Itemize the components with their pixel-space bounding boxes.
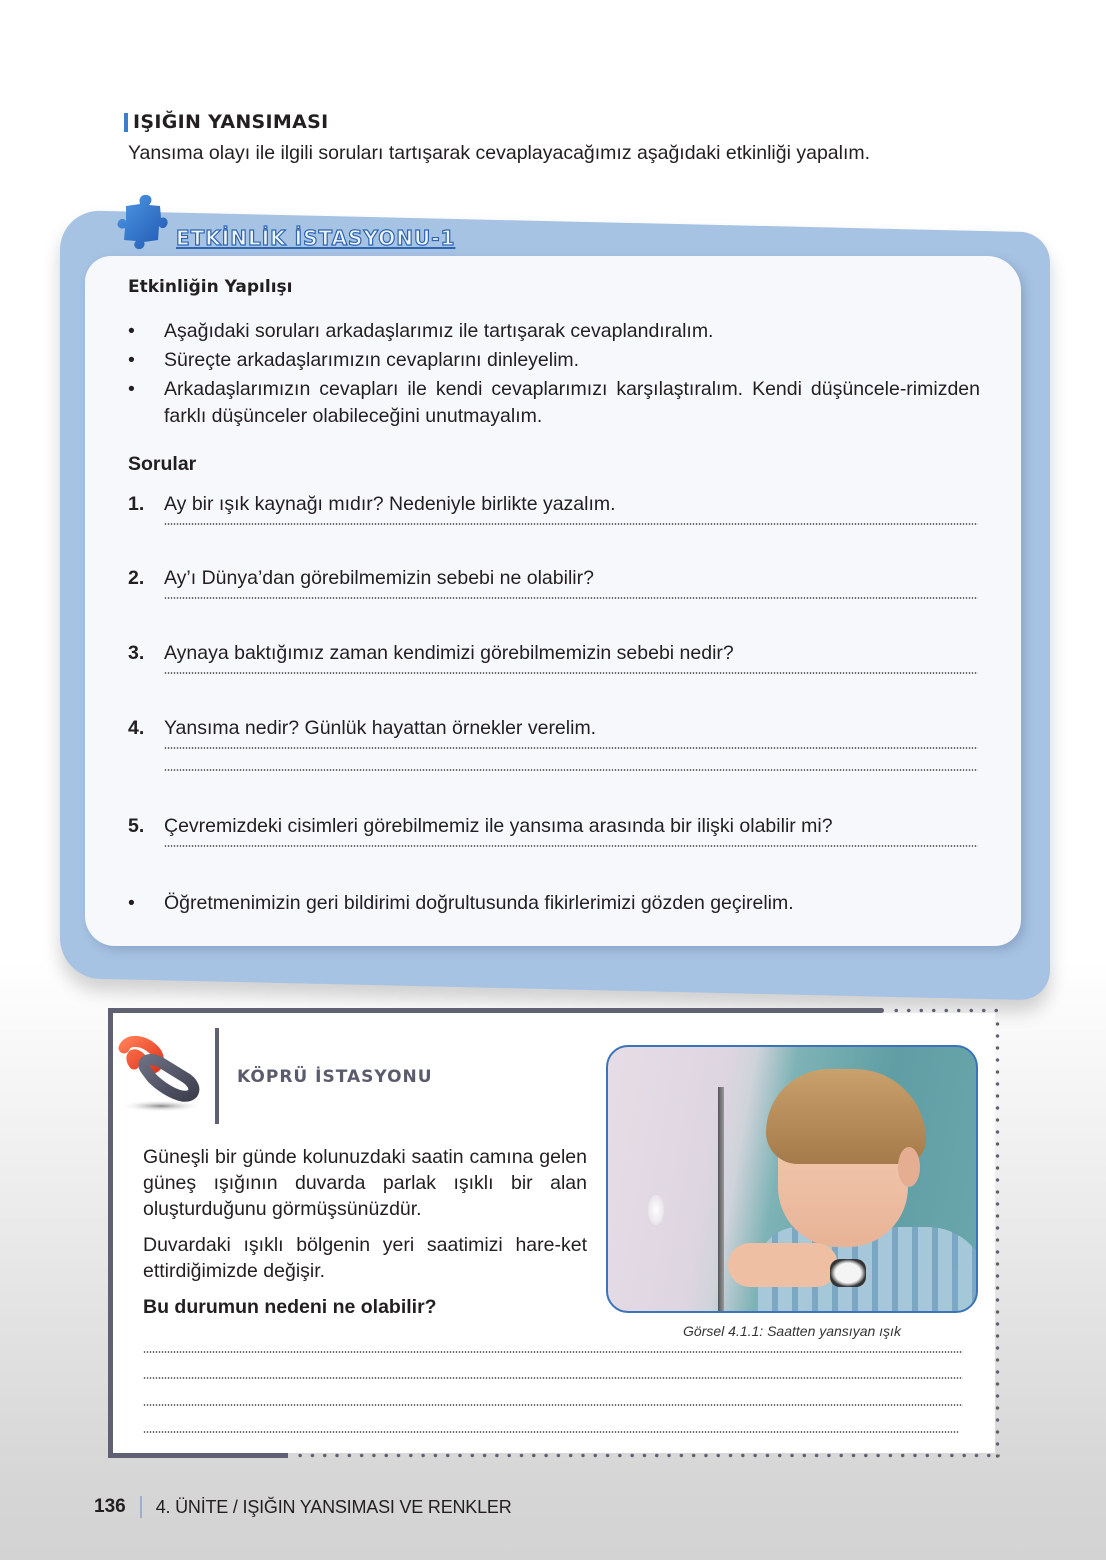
title-divider bbox=[215, 1028, 219, 1124]
question-5 bbox=[128, 813, 978, 847]
frame-border bbox=[108, 1453, 288, 1458]
ear bbox=[898, 1147, 920, 1187]
bridge-paragraph: Duvardaki ışıklı bölgenin yeri saatimizi hare-ket ettirdiğimizde değişir. bbox=[143, 1234, 587, 1282]
boy-watch-reflection-photo bbox=[606, 1045, 978, 1313]
list-item-text: Öğretmenimizin geri bildirimi doğrultusunda fikirlerimizi gözden geçirelim. bbox=[164, 892, 794, 914]
watch-icon bbox=[830, 1259, 866, 1287]
page-number: 136 bbox=[94, 1496, 126, 1517]
question-text: Ay bir ışık kaynağı mıdır? Nedeniyle birlikte yazalım. bbox=[164, 493, 616, 515]
list-item bbox=[128, 376, 980, 430]
section-intro: Yansıma olayı ile ilgili soruları tartışarak cevaplayacağımız aşağıdaki etkinliği yapalım. bbox=[128, 142, 871, 164]
bridge-title: KÖPRÜ İSTASYONU bbox=[237, 1067, 433, 1087]
unit-label: 4. ÜNİTE / IŞIĞIN YANSIMASI VE RENKLER bbox=[155, 1496, 512, 1517]
section-title bbox=[124, 110, 328, 134]
bullet-icon: • bbox=[128, 892, 135, 914]
answer-line[interactable] bbox=[164, 845, 978, 847]
question-2 bbox=[128, 565, 978, 599]
question-3 bbox=[128, 640, 978, 674]
question-number: 1. bbox=[128, 493, 145, 515]
puzzle-piece-icon bbox=[116, 194, 168, 250]
question-number: 4. bbox=[128, 717, 145, 739]
bridge-text bbox=[143, 1144, 587, 1330]
answer-line[interactable] bbox=[164, 769, 978, 771]
bullet-icon: • bbox=[128, 349, 135, 371]
frame-dotted-border bbox=[995, 1018, 1000, 1458]
bridge-question: Bu durumun nedeni ne olabilir? bbox=[143, 1296, 437, 1318]
bullet-icon: • bbox=[128, 378, 135, 400]
question-text: Aynaya baktığımız zaman kendimizi görebilmemizin sebebi nedir? bbox=[164, 642, 734, 664]
wall-edge bbox=[718, 1087, 724, 1313]
bullet-icon: • bbox=[128, 320, 135, 342]
question-text: Çevremizdeki cisimleri görebilmemiz ile yansıma arasında bir ilişki olabilir mi? bbox=[164, 815, 833, 837]
answer-line[interactable] bbox=[143, 1431, 959, 1433]
list-item-text: Arkadaşlarımızın cevapları ile kendi cevaplarımızı karşılaştıralım. Kendi düşüncele-rimizden farklı düşünceler olabileceğini unutmayalım. bbox=[164, 378, 980, 427]
question-1 bbox=[128, 491, 978, 525]
bridge-paragraph: Güneşli bir günde kolunuzdaki saatin camına gelen güneş ışığının duvarda parlak ışıklı bir alan oluşturduğunu görmüşsünüzdür. bbox=[143, 1146, 587, 1220]
final-instruction bbox=[128, 890, 980, 917]
answer-line[interactable] bbox=[143, 1351, 963, 1353]
question-text: Yansıma nedir? Günlük hayattan örnekler verelim. bbox=[164, 717, 597, 739]
frame-dotted-border bbox=[294, 1453, 1000, 1458]
image-caption: Görsel 4.1.1: Saatten yansıyan ışık bbox=[683, 1323, 901, 1339]
frame-border bbox=[108, 1008, 113, 1458]
light-spot bbox=[648, 1195, 664, 1225]
section-header bbox=[124, 110, 328, 134]
question-text: Ay’ı Dünya’dan görebilmemizin sebebi ne olabilir? bbox=[164, 567, 594, 589]
questions-heading: Sorular bbox=[128, 453, 197, 475]
answer-line[interactable] bbox=[143, 1377, 963, 1379]
answer-line[interactable] bbox=[164, 523, 978, 525]
page-footer bbox=[94, 1496, 512, 1518]
procedure-list bbox=[128, 318, 980, 432]
hand bbox=[728, 1243, 838, 1287]
frame-dotted-border bbox=[890, 1008, 1000, 1013]
answer-line[interactable] bbox=[164, 597, 978, 599]
list-item bbox=[128, 318, 980, 345]
frame-border bbox=[108, 1008, 884, 1013]
list-item-text: Süreçte arkadaşlarımızın cevaplarını dinleyelim. bbox=[164, 349, 580, 371]
chain-link-icon bbox=[116, 1034, 206, 1116]
question-4 bbox=[128, 715, 978, 771]
list-item bbox=[128, 347, 980, 374]
question-number: 2. bbox=[128, 567, 145, 589]
procedure-heading: Etkinliğin Yapılışı bbox=[128, 277, 293, 297]
section-title-text: IŞIĞIN YANSIMASI bbox=[133, 111, 329, 133]
footer-divider bbox=[140, 1496, 142, 1518]
question-number: 5. bbox=[128, 815, 145, 837]
activity-title: ETKİNLİK İSTASYONU-1 bbox=[176, 226, 456, 250]
answer-line[interactable] bbox=[164, 672, 978, 674]
answer-line[interactable] bbox=[164, 747, 978, 749]
list-item-text: Aşağıdaki soruları arkadaşlarımız ile tartışarak cevaplandıralım. bbox=[164, 320, 714, 342]
question-number: 3. bbox=[128, 642, 145, 664]
answer-line[interactable] bbox=[143, 1404, 963, 1406]
title-accent-bar bbox=[124, 113, 128, 132]
